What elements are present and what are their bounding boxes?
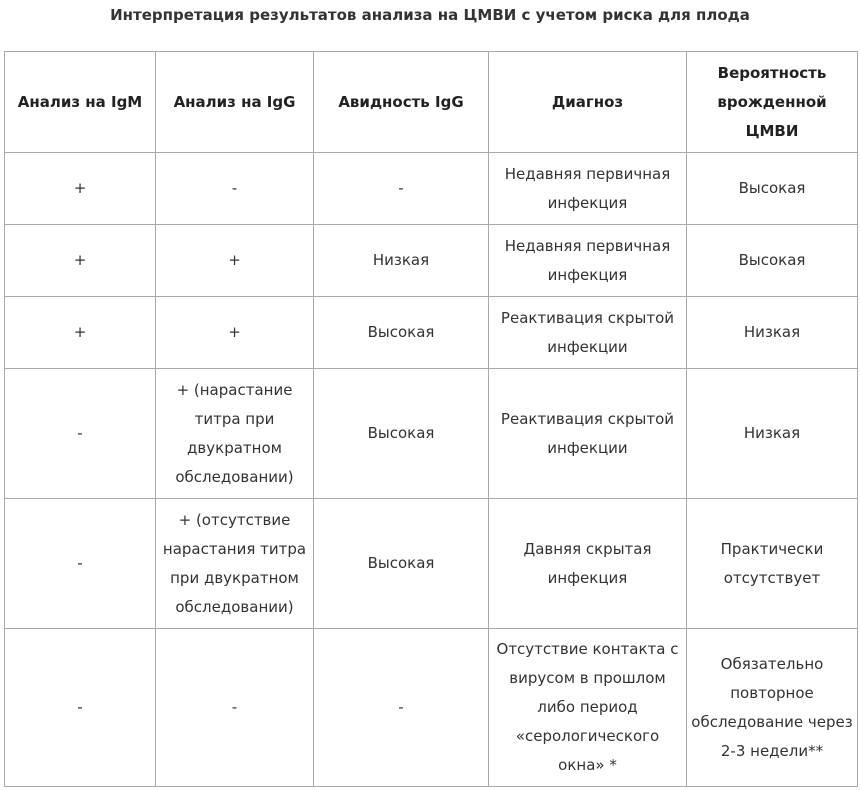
cell-igg: -: [156, 153, 314, 225]
cell-probability: Низкая: [687, 369, 858, 499]
cell-igg: -: [156, 629, 314, 787]
cell-igm: +: [5, 225, 156, 297]
cell-diagnosis: Отсутствие контакта с вирусом в прошлом либо период «серологического окна» *: [489, 629, 687, 787]
cell-diagnosis: Реактивация скрытой инфекции: [489, 297, 687, 369]
page-title: Интерпретация результатов анализа на ЦМВИ с учетом риска для плода: [110, 6, 750, 24]
column-header-igg: Анализ на IgG: [156, 52, 314, 153]
table-row: [5, 369, 858, 499]
table-row: [5, 153, 858, 225]
cell-probability: Низкая: [687, 297, 858, 369]
cell-igg: + (нарастание титра при двукратном обследовании): [156, 369, 314, 499]
column-header-diagnosis: Диагноз: [489, 52, 687, 153]
cell-diagnosis: Недавняя первичная инфекция: [489, 225, 687, 297]
cell-igm: +: [5, 297, 156, 369]
cell-igm: -: [5, 499, 156, 629]
cell-diagnosis: Давняя скрытая инфекция: [489, 499, 687, 629]
results-table: [4, 51, 858, 787]
cell-probability: Практически отсутствует: [687, 499, 858, 629]
cell-avidity: -: [314, 629, 489, 787]
cell-diagnosis: Недавняя первичная инфекция: [489, 153, 687, 225]
table-row: [5, 499, 858, 629]
cell-probability: Высокая: [687, 225, 858, 297]
column-header-probability: Вероятность врожденной ЦМВИ: [687, 52, 858, 153]
cell-igm: -: [5, 369, 156, 499]
cell-avidity: Высокая: [314, 297, 489, 369]
table-row: [5, 225, 858, 297]
column-header-avidity: Авидность IgG: [314, 52, 489, 153]
cell-igg: + (отсутствие нарастания титра при двукратном обследовании): [156, 499, 314, 629]
cell-avidity: Высокая: [314, 499, 489, 629]
cell-avidity: Низкая: [314, 225, 489, 297]
column-header-igm: Анализ на IgM: [5, 52, 156, 153]
cell-avidity: -: [314, 153, 489, 225]
cell-diagnosis: Реактивация скрытой инфекции: [489, 369, 687, 499]
cell-igm: -: [5, 629, 156, 787]
cell-avidity: Высокая: [314, 369, 489, 499]
cell-igg: +: [156, 225, 314, 297]
cell-probability: Высокая: [687, 153, 858, 225]
cell-igg: +: [156, 297, 314, 369]
table-row: [5, 297, 858, 369]
table-header-row: [5, 52, 858, 153]
table-row: [5, 629, 858, 787]
cell-igm: +: [5, 153, 156, 225]
cell-probability: Обязательно повторное обследование через 2-3 недели**: [687, 629, 858, 787]
